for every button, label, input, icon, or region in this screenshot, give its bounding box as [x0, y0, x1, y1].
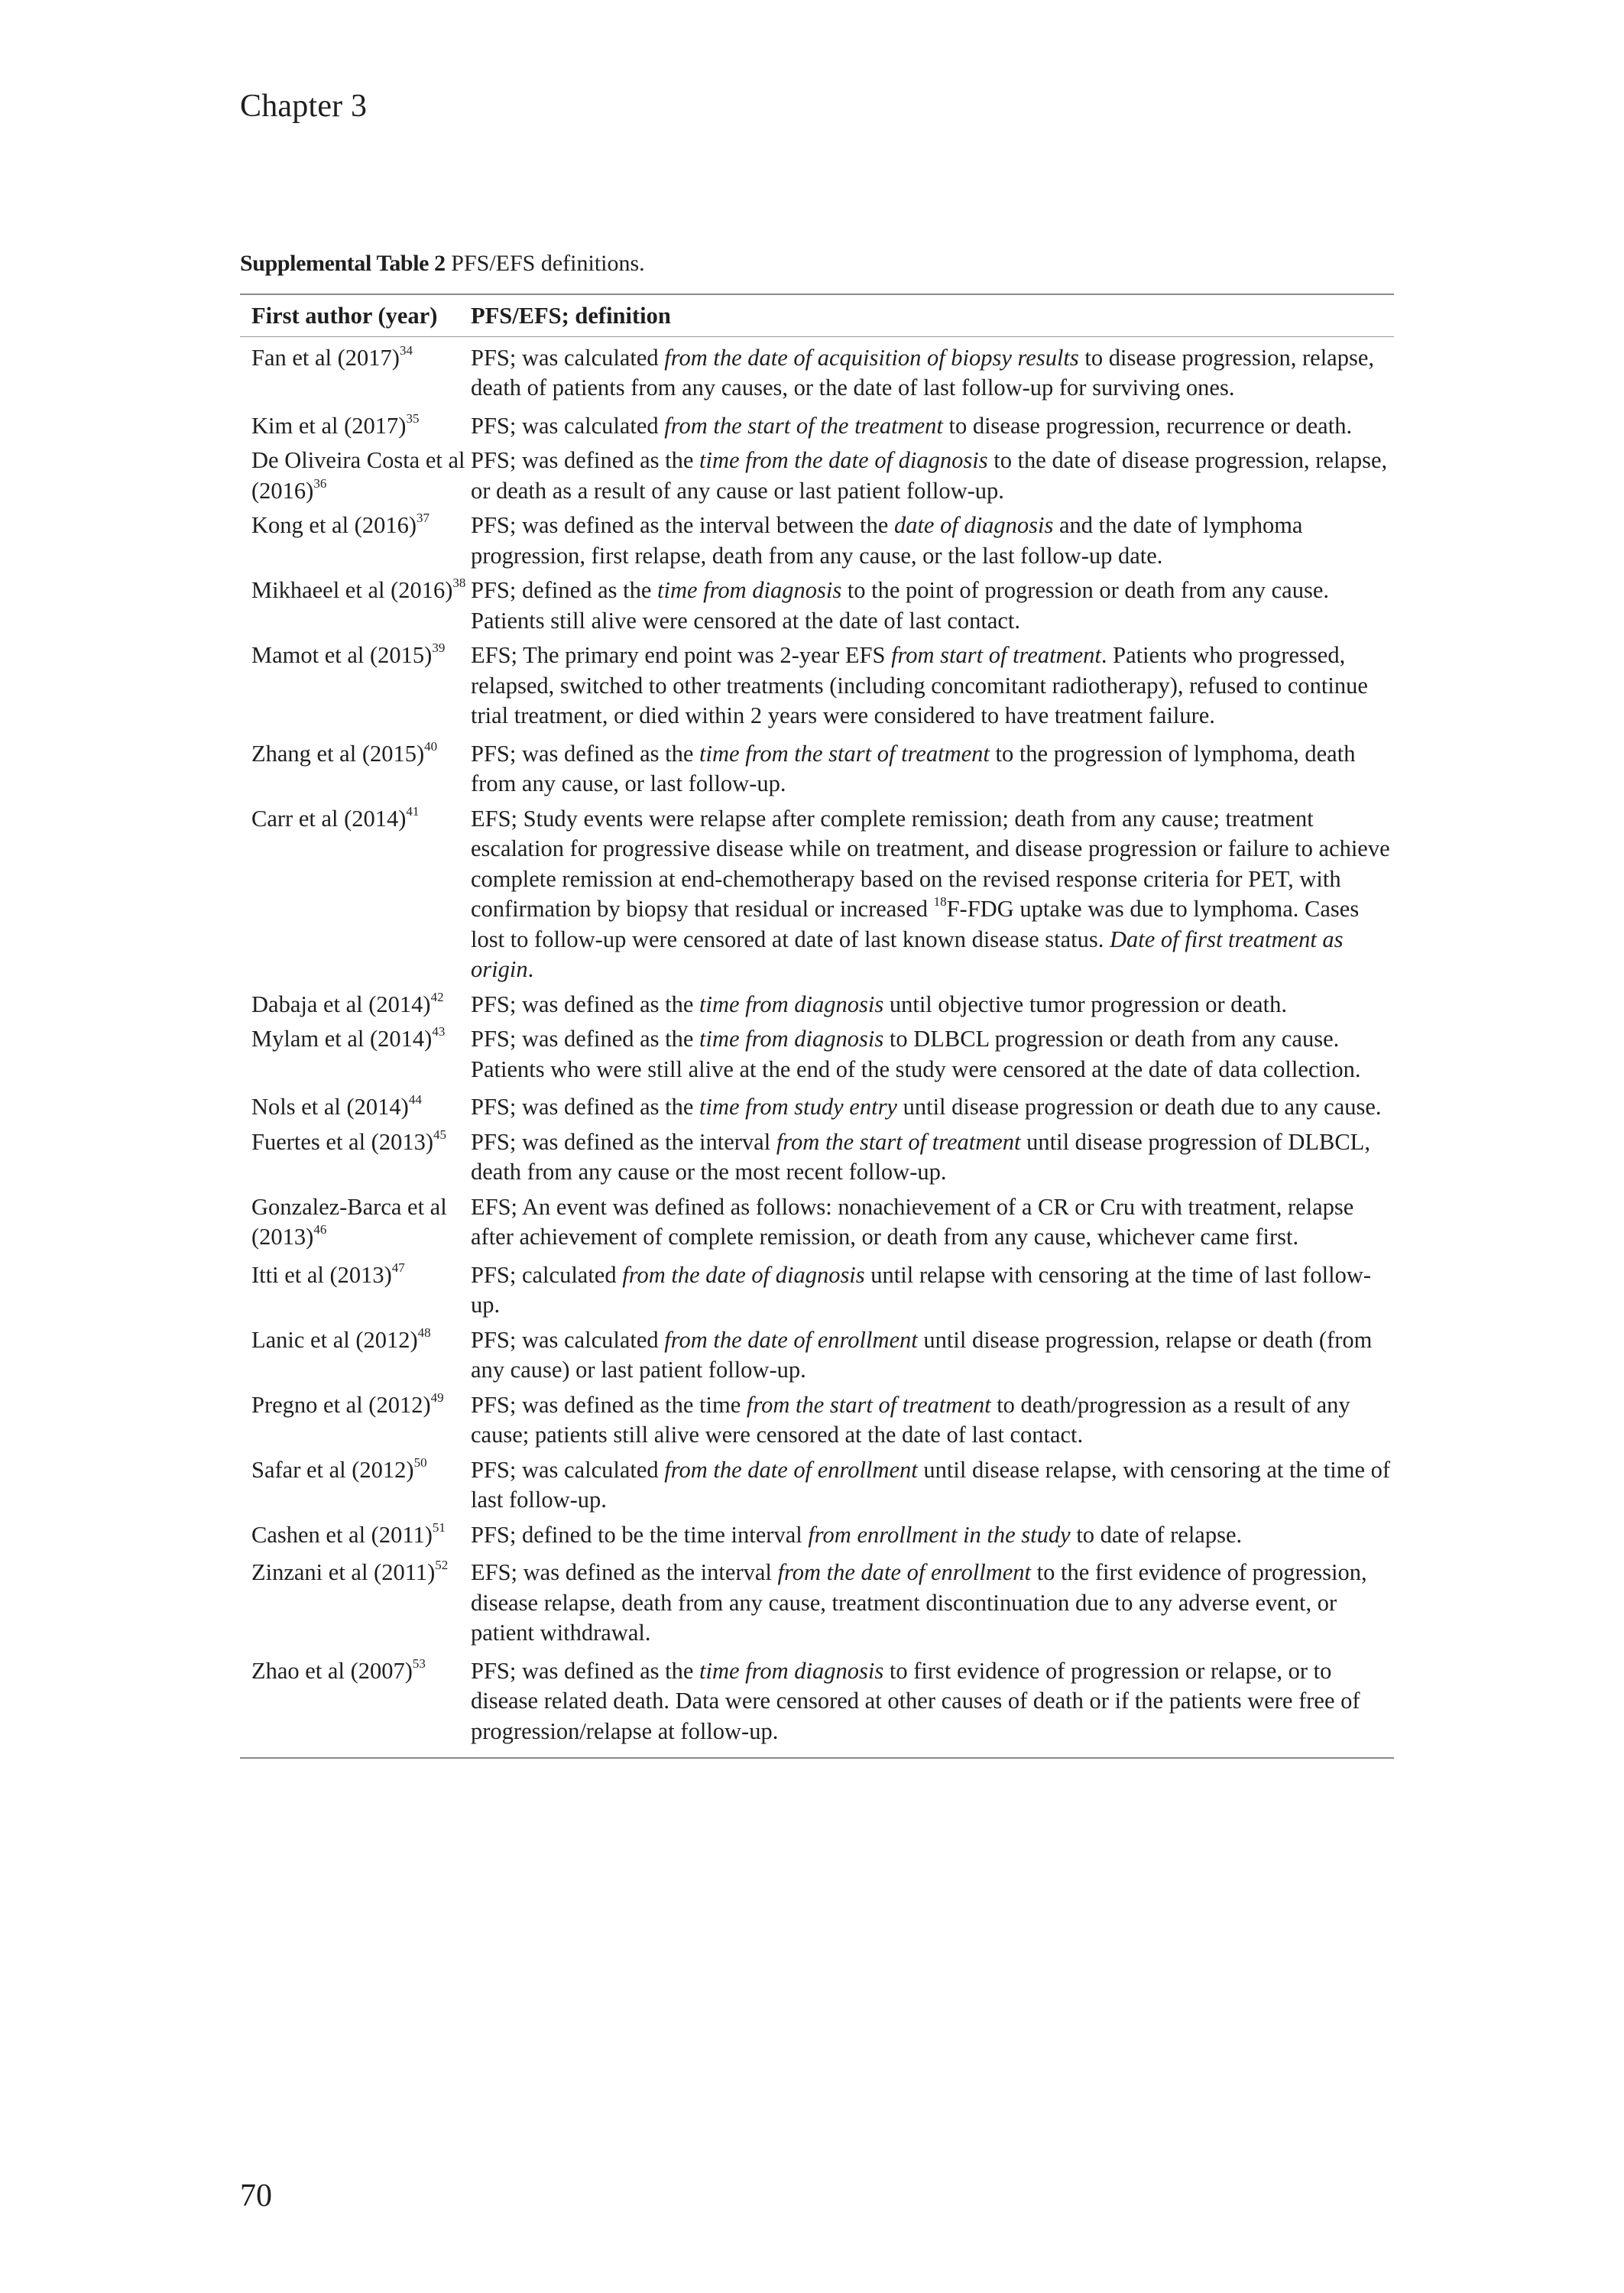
definition-cell — [471, 411, 1394, 442]
definition-text: PFS; was defined as the interval — [471, 1128, 776, 1155]
definition-emphasis: time from study entry — [699, 1094, 897, 1120]
table-row — [240, 411, 1394, 442]
author-name: Dabaja et al (2014) — [251, 991, 431, 1017]
author-name: Itti et al (2013) — [251, 1261, 392, 1288]
table-row — [240, 1656, 1394, 1747]
definition-cell — [471, 739, 1394, 799]
definition-text: to first evidence of progression or relapse, or to disease related death. Data were censored at other causes of death or if the patients were free of progression/relapse at follow-up. — [471, 1657, 1360, 1744]
definition-emphasis: time from the start of treatment — [699, 740, 990, 767]
author-cell — [240, 1325, 471, 1386]
table-row — [240, 511, 1394, 571]
definition-text: PFS; calculated — [471, 1261, 623, 1288]
table-row — [240, 576, 1394, 636]
definition-cell — [471, 343, 1394, 404]
author-name: Mylam et al (2014) — [251, 1026, 433, 1052]
table-caption — [240, 252, 645, 275]
table-row — [240, 1520, 1394, 1551]
table-row — [240, 446, 1394, 506]
table-row — [240, 990, 1394, 1020]
definition-cell — [471, 1558, 1394, 1649]
table-row — [240, 739, 1394, 799]
definition-emphasis: time from diagnosis — [699, 1026, 884, 1052]
table-row — [240, 804, 1394, 985]
reference-number: 39 — [432, 641, 446, 655]
author-cell — [240, 411, 471, 442]
author-name: Nols et al (2014) — [251, 1094, 409, 1120]
definition-emphasis: Date of first treatment as origin — [471, 926, 1344, 982]
definition-text: PFS; was defined as the — [471, 740, 700, 767]
definition-text: until disease progression or death due to any cause. — [896, 1094, 1382, 1120]
reference-number: 46 — [313, 1222, 327, 1237]
definition-emphasis: from start of treatment — [891, 642, 1101, 668]
table-row — [240, 1325, 1394, 1386]
table-row — [240, 1127, 1394, 1188]
table-row — [240, 1558, 1394, 1649]
table-row — [240, 1455, 1394, 1516]
definition-cell — [471, 576, 1394, 636]
definition-text: until objective tumor progression or death. — [883, 991, 1287, 1017]
definition-emphasis: from enrollment in the study — [808, 1521, 1071, 1548]
definition-emphasis: date of diagnosis — [893, 512, 1054, 538]
author-cell — [240, 990, 471, 1020]
definition-text: to date of relapse. — [1070, 1521, 1243, 1548]
definition-cell — [471, 1192, 1394, 1253]
author-cell — [240, 446, 471, 506]
author-name: Pregno et al (2012) — [251, 1391, 431, 1418]
definition-cell — [471, 1092, 1394, 1123]
definition-text: F-FDG uptake was due to lymphoma. Cases lost to follow-up were censored at date of last known disease status. — [471, 896, 1360, 952]
reference-number: 49 — [430, 1390, 444, 1405]
author-cell — [240, 804, 471, 985]
definition-text: EFS; An event was defined as follows: nonachievement of a CR or Cru with treatment, relapse after achievement of complete remission, or death from any cause, whichever came first. — [471, 1193, 1354, 1250]
author-name: De Oliveira Costa et al (2016) — [251, 447, 465, 504]
definition-cell — [471, 641, 1394, 731]
author-name: Kong et al (2016) — [251, 512, 417, 538]
definition-text: to the point of progression or death from any cause. Patients still alive were censored at the date of last contact. — [471, 577, 1329, 634]
page-number: 70 — [240, 2178, 272, 2214]
author-cell — [240, 1260, 471, 1321]
definition-text: PFS; was calculated — [471, 1326, 665, 1353]
table-row — [240, 1390, 1394, 1451]
definition-text: to the first evidence of progression, disease relapse, death from any cause, treatment discontinuation due to any adverse event, or patient withdrawal. — [471, 1559, 1367, 1646]
reference-number: 51 — [432, 1519, 446, 1535]
author-cell — [240, 1024, 471, 1085]
definition-text: to the progression of lymphoma, death from any cause, or last follow-up. — [471, 740, 1356, 796]
reference-number: 44 — [408, 1092, 422, 1107]
author-name: Carr et al (2014) — [251, 805, 407, 832]
definition-emphasis: from the date of enrollment — [777, 1559, 1031, 1585]
definition-text: to DLBCL progression or death from any cause. Patients who were still alive at the end of the study were censored at the date of data collection. — [471, 1026, 1361, 1082]
table-body — [240, 337, 1394, 1758]
definition-emphasis: from the start of the treatment — [664, 412, 943, 439]
reference-number: 38 — [452, 576, 466, 590]
reference-number: 47 — [391, 1260, 405, 1275]
definition-text: PFS; was defined as the — [471, 1026, 700, 1052]
definition-emphasis: time from diagnosis — [657, 577, 842, 603]
reference-number: 43 — [432, 1024, 446, 1039]
chapter-heading: Chapter 3 — [240, 89, 368, 124]
definition-emphasis: from the start of treatment — [746, 1391, 991, 1418]
table-header-row — [240, 295, 1394, 336]
definition-cell — [471, 1260, 1394, 1321]
table-caption-text: PFS/EFS definitions. — [445, 251, 645, 276]
definition-cell — [471, 511, 1394, 571]
table-row — [240, 343, 1394, 404]
author-cell — [240, 641, 471, 731]
definition-cell — [471, 1455, 1394, 1516]
definition-text: until disease progression, relapse or death (from any cause) or last patient follow-up. — [471, 1326, 1373, 1383]
definition-text: until disease relapse, with censoring at the time of last follow-up. — [471, 1456, 1391, 1513]
definition-text: to the date of disease progression, relapse, or death as a result of any cause or last patient follow-up. — [471, 447, 1388, 504]
definition-emphasis: time from the date of diagnosis — [699, 447, 988, 473]
author-cell — [240, 739, 471, 799]
author-name: Mikhaeel et al (2016) — [251, 577, 453, 603]
table-row — [240, 1024, 1394, 1085]
table-bottom-rule — [240, 1757, 1394, 1759]
reference-number: 45 — [433, 1127, 446, 1142]
definition-text: PFS; was defined as the — [471, 1657, 700, 1684]
author-name: Cashen et al (2011) — [251, 1521, 433, 1548]
author-name: Gonzalez-Barca et al (2013) — [251, 1193, 447, 1250]
author-cell — [240, 576, 471, 636]
author-cell — [240, 1455, 471, 1516]
table-row — [240, 1092, 1394, 1123]
definition-emphasis: from the start of treatment — [776, 1128, 1021, 1155]
table-row — [240, 1192, 1394, 1253]
reference-number: 53 — [412, 1656, 426, 1671]
reference-number: 35 — [406, 410, 420, 426]
definition-text: EFS; Study events were relapse after complete remission; death from any cause; treatment escalation for progressive disease while on treatment, and disease progression or failure to achieve complete remission at end-chemotherapy based on the revised response criteria for PET, with confirmation by biopsy that residual or increased — [471, 805, 1390, 922]
definition-cell — [471, 1024, 1394, 1085]
author-name: Fuertes et al (2013) — [251, 1128, 433, 1155]
definition-text: until relapse with censoring at the time of last follow-up. — [471, 1261, 1372, 1318]
definition-emphasis: from the date of diagnosis — [622, 1261, 865, 1288]
author-name: Zhang et al (2015) — [251, 740, 425, 767]
definition-cell — [471, 1390, 1394, 1451]
author-cell — [240, 1127, 471, 1188]
author-name: Fan et al (2017) — [251, 344, 400, 371]
definition-cell — [471, 1325, 1394, 1386]
author-cell — [240, 1092, 471, 1123]
definition-text: PFS; was calculated — [471, 1456, 665, 1483]
author-name: Kim et al (2017) — [251, 412, 407, 439]
reference-number: 37 — [417, 511, 430, 525]
definition-text: PFS; was defined as the time — [471, 1391, 747, 1418]
reference-number: 34 — [399, 342, 413, 358]
definition-emphasis: from the date of enrollment — [664, 1456, 918, 1483]
definition-cell — [471, 990, 1394, 1020]
author-cell — [240, 1656, 471, 1747]
author-name: Zhao et al (2007) — [251, 1657, 413, 1684]
definitions-table — [240, 294, 1394, 1759]
definition-text: and the date of lymphoma progression, first relapse, death from any cause, or the last follow-up date. — [471, 512, 1303, 569]
reference-number: 50 — [413, 1455, 427, 1470]
author-name: Lanic et al (2012) — [251, 1326, 418, 1353]
definition-cell — [471, 1656, 1394, 1747]
author-cell — [240, 343, 471, 404]
column-header-author: First author (year) — [251, 303, 438, 329]
reference-number: 36 — [313, 475, 327, 491]
definition-cell — [471, 446, 1394, 506]
definition-text: to disease progression, recurrence or death. — [942, 412, 1353, 439]
column-header-definition: PFS/EFS; definition — [471, 303, 671, 329]
author-cell — [240, 1558, 471, 1649]
definition-text: PFS; was calculated — [471, 412, 665, 439]
definition-text: to death/progression as a result of any cause; patients still alive were censored at the date of last contact. — [471, 1391, 1350, 1448]
definition-text: EFS; The primary end point was 2-year EFS — [471, 642, 892, 668]
table-row — [240, 641, 1394, 731]
definition-text: . — [527, 956, 534, 982]
author-cell — [240, 511, 471, 571]
definition-text: . Patients who progressed, relapsed, switched to other treatments (including concomitant radiotherapy), refused to continue trial treatment, or died within 2 years were considered to have treatment failure. — [471, 642, 1368, 728]
definition-emphasis: time from diagnosis — [699, 991, 884, 1017]
table-caption-label: Supplemental Table 2 — [240, 251, 446, 276]
definition-text: PFS; was defined as the interval between the — [471, 512, 894, 538]
definition-text: EFS; was defined as the interval — [471, 1559, 778, 1585]
definition-text: until disease progression of DLBCL, death from any cause or the most recent follow-up. — [471, 1128, 1370, 1185]
reference-number: 52 — [435, 1558, 449, 1572]
author-cell — [240, 1192, 471, 1253]
author-name: Safar et al (2012) — [251, 1456, 414, 1483]
definition-emphasis: from the date of acquisition of biopsy results — [664, 344, 1079, 371]
definition-text: to disease progression, relapse, death of patients from any causes, or the date of last follow-up for surviving ones. — [471, 344, 1374, 401]
definition-text: PFS; was defined as the — [471, 447, 700, 473]
table-row — [240, 1260, 1394, 1321]
isotope-superscript: 18 — [933, 894, 947, 909]
definition-emphasis: time from diagnosis — [699, 1657, 884, 1684]
author-name: Zinzani et al (2011) — [251, 1559, 436, 1585]
definition-cell — [471, 1520, 1394, 1551]
reference-number: 41 — [406, 803, 420, 819]
definition-text: PFS; was defined as the — [471, 991, 700, 1017]
definition-text: PFS; was defined as the — [471, 1094, 700, 1120]
author-name: Mamot et al (2015) — [251, 642, 433, 668]
definition-text: PFS; defined to be the time interval — [471, 1521, 809, 1548]
definition-emphasis: from the date of enrollment — [664, 1326, 918, 1353]
definition-cell — [471, 804, 1394, 985]
definition-text: PFS; defined as the — [471, 577, 657, 603]
reference-number: 40 — [424, 738, 438, 754]
reference-number: 42 — [430, 989, 444, 1004]
definition-cell — [471, 1127, 1394, 1188]
author-cell — [240, 1390, 471, 1451]
author-cell — [240, 1520, 471, 1551]
reference-number: 48 — [417, 1325, 431, 1340]
definition-text: PFS; was calculated — [471, 344, 665, 371]
